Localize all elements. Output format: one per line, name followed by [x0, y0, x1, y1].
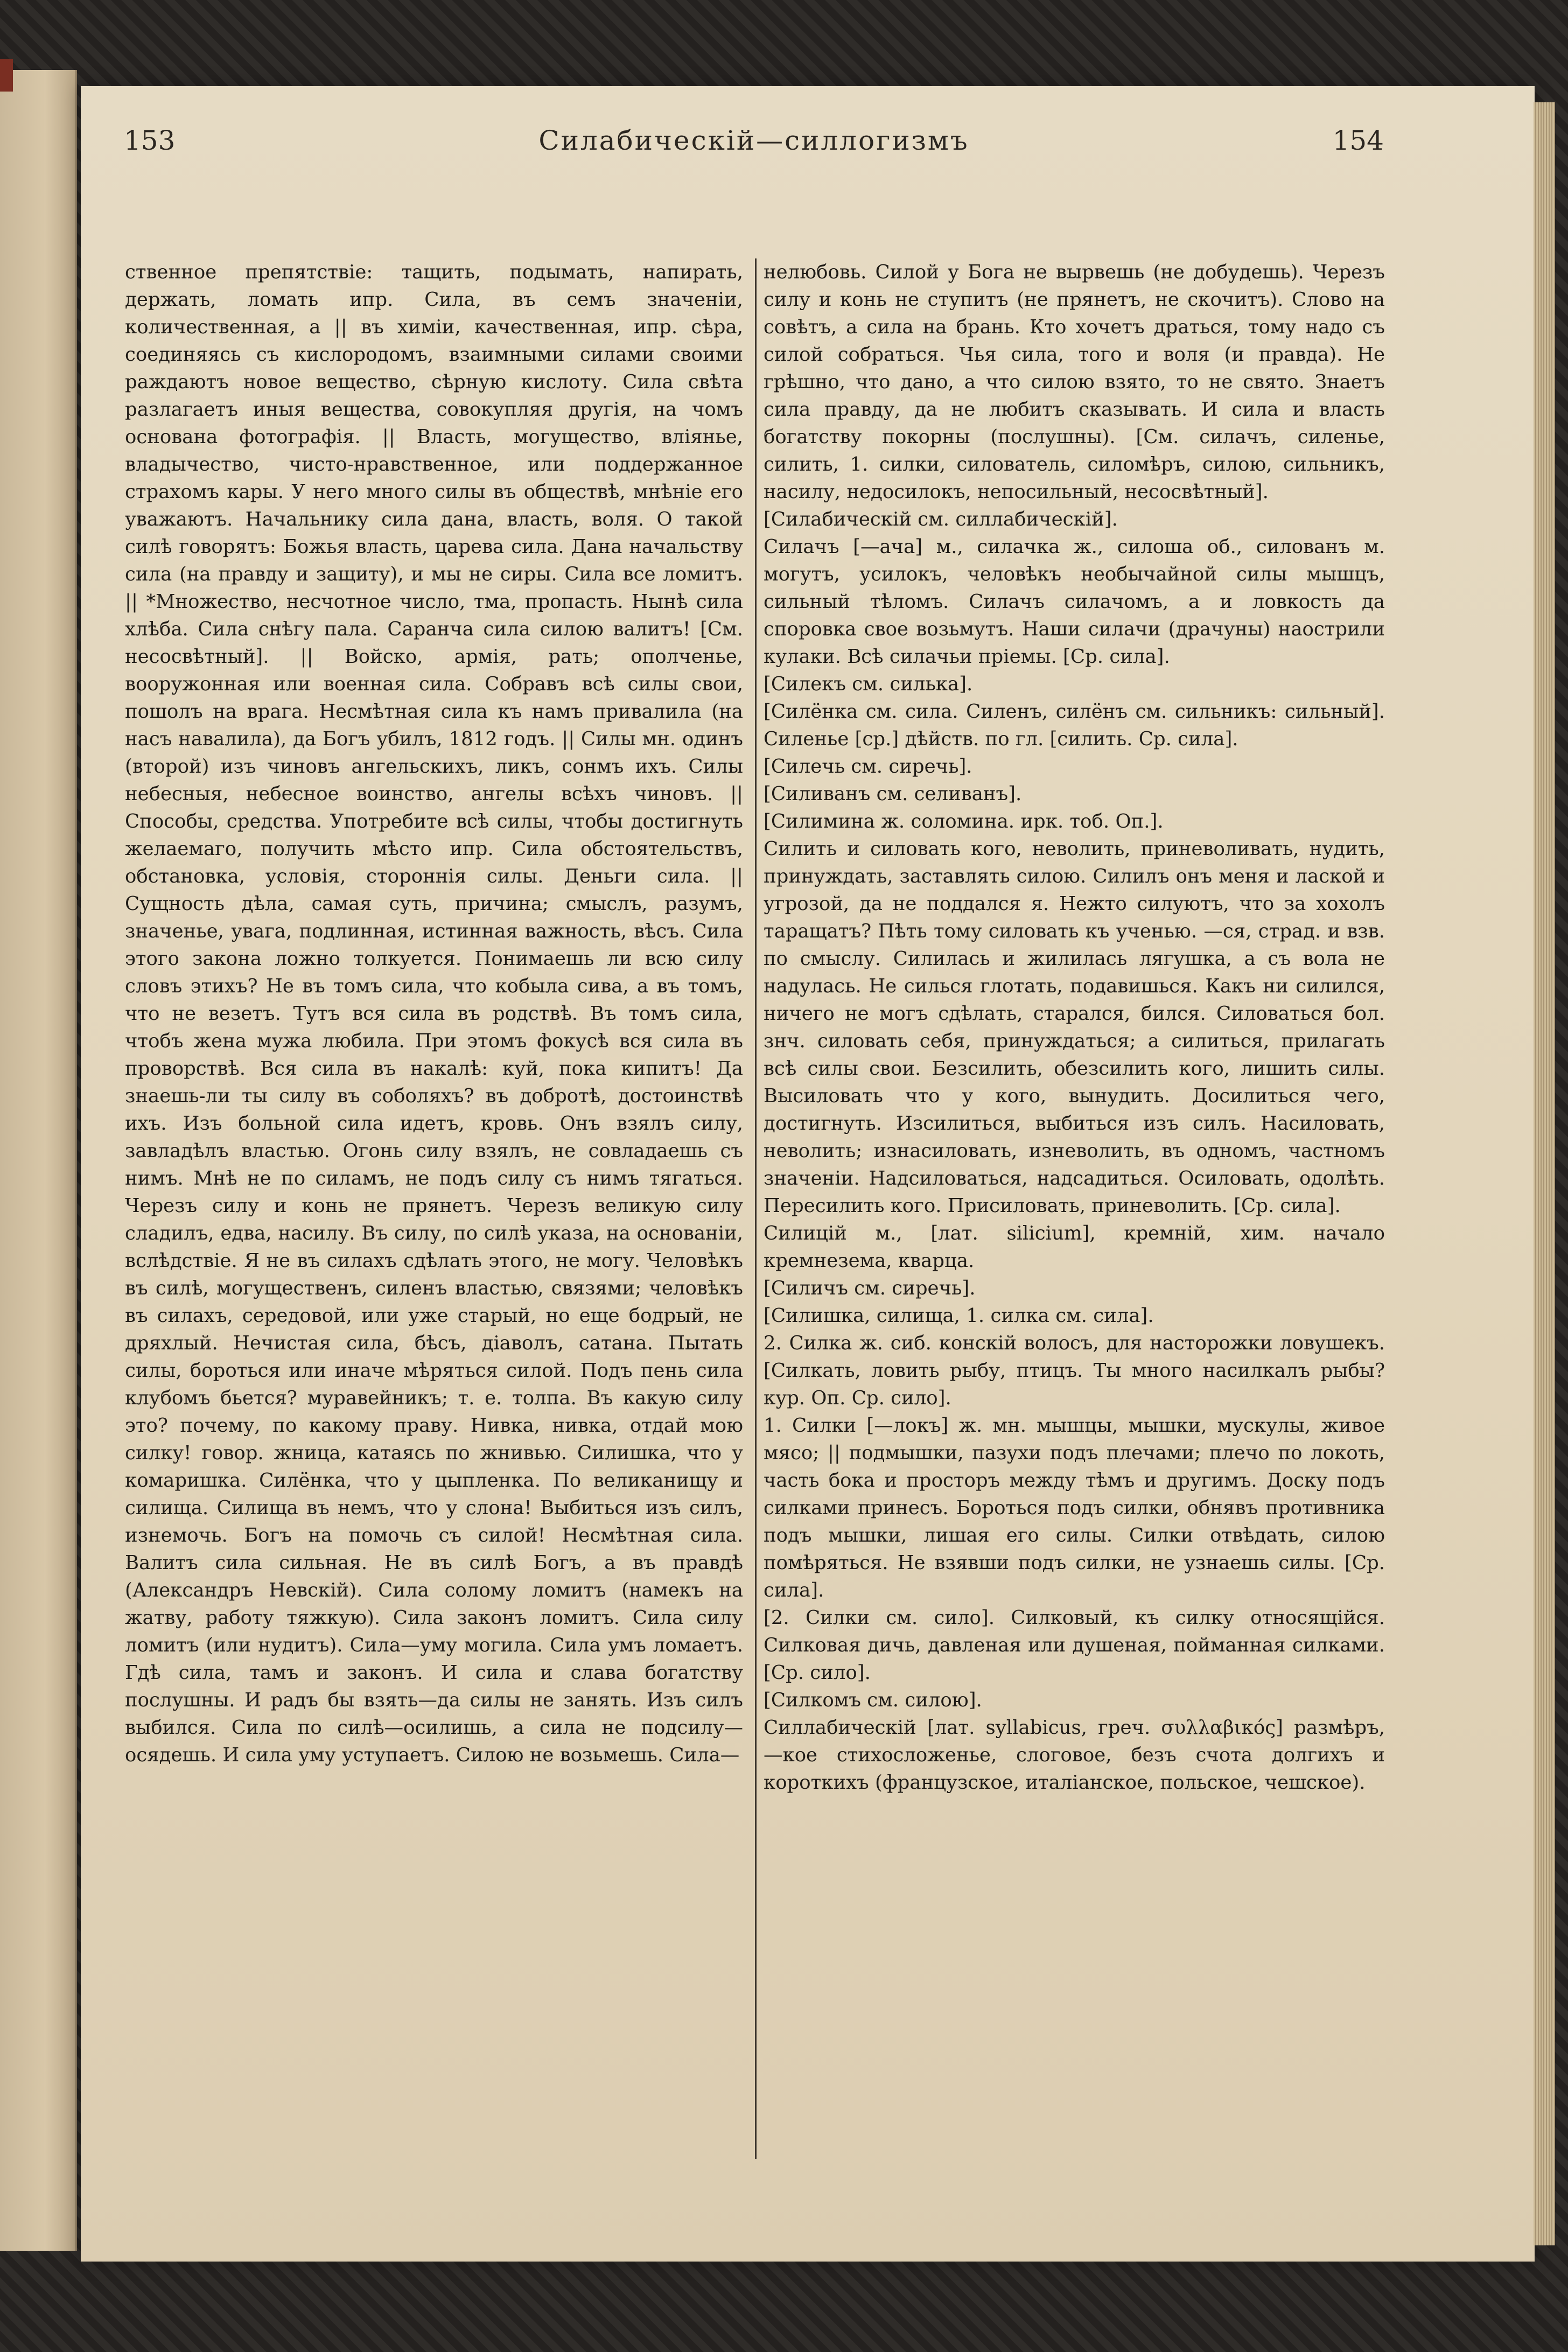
entry-paragraph: [Силечь см. сиречь]. — [764, 755, 972, 778]
left-page-edge — [0, 70, 77, 2251]
entry-paragraph: [Силабическій см. силлабическій]. — [764, 508, 1118, 530]
entry-paragraph: 1. Силки [—локъ] ж. мн. мышцы, мышки, мускулы, живое мясо; || подмышки, пазухи подъ плечами; плечо по локоть, часть бока и просторъ между тѣмъ и другимъ. Доску подъ силками принесъ. Бороться подъ силки, обнявъ противника подъ мышки, лишая его силы. Силки отвѣдать, силою помѣряться. Не взявши подъ силки, не узнаешь силы. [Ср. сила]. — [764, 1415, 1385, 1601]
page-header — [124, 125, 1384, 173]
entry-paragraph: Силицій м., [лат. silicium], кремній, хим. начало кремнезема, кварца. — [764, 1222, 1385, 1272]
right-page-number: 154 — [1332, 125, 1384, 156]
entry-paragraph: [Силиванъ см. селиванъ]. — [764, 783, 1022, 805]
entry-paragraph: [2. Силки см. сило]. Силковый, къ силку относящійся. Силковая дичь, давленая или душеная, пойманная силками. [Ср. сило]. — [764, 1607, 1385, 1684]
entry-paragraph: [Силишка, силища, 1. силка см. сила]. — [764, 1305, 1154, 1327]
entry-paragraph: Силлабическій [лат. syllabicus, греч. συλλαβικός] размѣръ, —кое стихосложенье, слоговое, безъ счота долгихъ и короткихъ (французское, италіанское, польское, чешское). — [764, 1717, 1385, 1794]
left-column — [125, 258, 743, 2165]
entry-paragraph: Силить и силовать кого, неволить, приневоливать, нудить, принуждать, заставлять силою. Силилъ онъ меня и лаской и угрозой, да не поддался я. Нежто силуютъ, что за хохолъ таращатъ? Пѣть тому силовать къ ученью. —ся, страд. и взв. по смыслу. Силилась и жилилась лягушка, а съ вола не надулась. Не силься глотать, подавишься. Какъ ни силился, ничего не могъ сдѣлать, старался, бился. Силоваться бол. знч. силовать себя, принуждаться; а силиться, прилагать всѣ силы свои. Безсилить, обезсилить кого, лишить силы. Высиловать что у кого, вынудить. Досилиться чего, достигнуть. Изсилиться, выбиться изъ силъ. Насиловать, неволить; изнасиловать, изневолить, въ одномъ, частномъ значеніи. Надсиловаться, надсадиться. Осиловать, одолѣть. Пересилить кого. Присиловать, приневолить. [Ср. сила]. — [764, 838, 1385, 1217]
entry-paragraph: [Силкомъ см. силою]. — [764, 1689, 982, 1711]
page-stack-edge — [1534, 102, 1555, 2245]
left-page-number: 153 — [124, 125, 176, 156]
book-cover-edge — [0, 59, 13, 92]
entry-paragraph: [Силимина ж. соломина. ирк. тоб. Оп.]. — [764, 810, 1164, 832]
running-title: Силабическій—силлогизмъ — [538, 125, 969, 156]
column-divider — [755, 258, 757, 2159]
left-column-text: ственное препятствіе: тащить, подымать, напирать, держать, ломать ипр. Сила, въ семъ значеніи, количественная, а || въ химіи, качественная, ипр. сѣра, соединяясь съ кислородомъ, взаимными силами своими раждаютъ новое вещество, сѣрную кислоту. Сила свѣта разлагаетъ иныя вещества, совокупляя другія, на чомъ основана фотографія. || Власть, могущество, вліянье, владычество, чисто-нравственное, или поддержанное страхомъ кары. У него много силы въ обществѣ, мнѣніе его уважаютъ. Начальнику сила дана, власть, воля. О такой силѣ говорятъ: Божья власть, царева сила. Дана начальству сила (на правду и защиту), и мы не сиры. Сила все ломитъ. || *Множество, несчотное число, тма, пропасть. Нынѣ сила хлѣба. Сила снѣгу пала. Саранча сила силою валитъ! [См. несосвѣтный]. || Войско, армія, рать; ополченье, вооружонная или военная сила. Собравъ всѣ силы свои, пошолъ на врага. Несмѣтная сила къ намъ привалила (на насъ навалила), да Богъ убилъ, 1812 годъ. || Силы мн. одинъ (второй) изъ чиновъ ангельскихъ, ликъ, сонмъ ихъ. Силы небесныя, небесное воинство, ангелы всѣхъ чиновъ. || Способы, средства. Употребите всѣ силы, чтобы достигнуть желаемаго, получить мѣсто ипр. Сила обстоятельствъ, обстановка, условія, стороннія силы. Деньги сила. || Сущность дѣла, самая суть, причина; смыслъ, разумъ, значенье, увага, подлинная, истинная важность, вѣсъ. Сила этого закона ложно толкуется. Понимаешь ли всю силу словъ этихъ? Не въ томъ сила, что кобыла сива, а въ томъ, что не везетъ. Тутъ вся сила въ родствѣ. Въ томъ сила, чтобъ жена мужа любила. При этомъ фокусѣ вся сила въ проворствѣ. Вся сила въ накалѣ: куй, пока кипитъ! Да знаешь-ли ты силу въ соболяхъ? въ добротѣ, достоинствѣ ихъ. Изъ больной сила идетъ, кровь. Онъ взялъ силу, завладѣлъ властью. Огонь силу взялъ, не совладаешь съ нимъ. Мнѣ не по силамъ, не подъ силу съ нимъ тягаться. Черезъ силу и конь не прянетъ. Черезъ великую силу сладилъ, едва, насилу. Въ силу, по силѣ указа, на основаніи, вслѣдствіе. Я не въ силахъ сдѣлать этого, не могу. Человѣкъ въ силѣ, могущественъ, силенъ властью, связями; человѣкъ въ силахъ, середовой, или уже старый, но еще бодрый, не дряхлый. Нечистая сила, бѣсъ, діаволъ, сатана. Пытать силы, бороться или иначе мѣряться силой. Подъ пень сила клубомъ бьется? муравейникъ; т. е. толпа. Въ какую силу это? почему, по какому праву. Нивка, нивка, отдай мою силку! говор. жница, катаясь по жнивью. Силишка, что у комаришка. Силёнка, что у цыпленка. По великанищу и силища. Силища въ немъ, что у слона! Выбиться изъ силъ, изнемочь. Богъ на помочь съ силой! Несмѣтная сила. Валитъ сила сильная. Не въ силѣ Богъ, а въ правдѣ (Александръ Невскій). Сила солому ломитъ (намекъ на жатву, работу тяжкую). Сила законъ ломитъ. Сила силу ломитъ (или нудитъ). Сила—уму могила. Сила умъ ломаетъ. Гдѣ сила, тамъ и законъ. И сила и слава богатству послушны. И радъ бы взять—да силы не занять. Изъ силъ выбился. Сила по силѣ—осилишь, а сила не подсилу—осядешь. И сила уму уступаетъ. Силою не возьмешь. Сила— — [125, 261, 743, 1766]
entry-paragraph: [Силичъ см. сиречь]. — [764, 1277, 976, 1299]
entry-paragraph: [Силёнка см. сила. Силенъ, силёнъ см. сильникъ: сильный]. Силенье [ср.] дѣйств. по гл. [силить. Ср. сила]. — [764, 701, 1385, 750]
entry-paragraph: нелюбовь. Силой у Бога не вырвешь (не добудешь). Черезъ силу и конь не ступитъ (не прянетъ, не скочитъ). Слово на совѣтъ, а сила на брань. Кто хочетъ драться, тому надо съ силой собраться. Чья сила, того и воля (и правда). Не грѣшно, что дано, а что силою взято, то не свято. Знаетъ сила правду, да не любитъ сказывать. И сила и власть богатству покорны (послушны). [См. силачъ, силенье, силить, 1. силки, силователь, силомѣръ, силою, сильникъ, насилу, недосилокъ, непосильный, несосвѣтный]. — [764, 261, 1385, 503]
entry-paragraph: Силачъ [—ача] м., силачка ж., силоша об., силованъ м. могутъ, усилокъ, человѣкъ необычайной силы мышцъ, сильный тѣломъ. Силачъ силачомъ, а и ловкость да споровка свое возьмутъ. Наши силачи (драчуны) наострили кулаки. Всѣ силачьи пріемы. [Ср. сила]. — [764, 536, 1385, 668]
entry-paragraph: [Силекъ см. силька]. — [764, 673, 973, 695]
entry-paragraph: 2. Силка ж. сиб. конскій волосъ, для насторожки ловушекъ. [Силкать, ловить рыбу, птицъ. Ты много насилкалъ рыбы? кур. Оп. Ср. сило]. — [764, 1332, 1385, 1409]
right-column — [764, 258, 1385, 2165]
